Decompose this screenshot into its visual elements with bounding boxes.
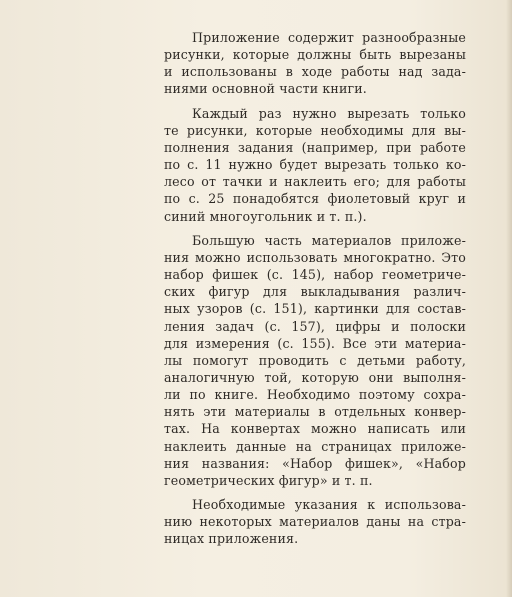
paragraph-2 (164, 105, 466, 225)
text-line: ния можно использовать многократно. Это (164, 249, 466, 265)
text-line: аналогичную той, которую они выполня- (164, 369, 466, 385)
text-line: лесо от тачки и наклеить его; для работы (164, 174, 466, 190)
page-edge-shadow (506, 0, 512, 597)
text-line: Приложение содержит разнообразные (192, 30, 466, 45)
text-line: ниями основной части книги. (164, 81, 367, 97)
text-line: полнения задания (например, при работе (164, 139, 466, 155)
text-line: для измерения (с. 155). Все эти материа- (164, 335, 466, 351)
text-line: тах. На конвертах можно написать или (164, 421, 466, 437)
text-line: лы помогут проводить с детьми работу, (164, 352, 466, 368)
text-line: геометрических фигур» и т. п. (164, 472, 373, 488)
text-line: ницах приложения. (164, 531, 299, 547)
text-line: по с. 25 понадобятся фиолетовый круг и (164, 191, 466, 207)
text-line: нять эти материалы в отдельных конвер- (164, 404, 466, 420)
text-line: ния названия: «Набор фишек», «Набор (164, 455, 466, 471)
paragraph-4 (164, 496, 466, 547)
text-line: те рисунки, которые необходимы для вы- (164, 122, 466, 138)
text-line: Необходимые указания к использова- (192, 497, 466, 513)
text-line: наклеить данные на страницах приложе- (164, 438, 466, 454)
text-line: и использованы в ходе работы над зада- (164, 64, 466, 80)
text-line: набор фишек (с. 145), набор геометриче- (164, 267, 466, 283)
text-line: ли по книге. Необходимо поэтому сохра- (164, 387, 466, 403)
text-line: синий многоугольник и т. п.). (164, 208, 367, 224)
paragraph-1 (164, 29, 466, 98)
paragraph-3 (164, 232, 466, 489)
text-line: Большую часть материалов приложе- (192, 232, 466, 248)
text-line: по с. 11 нужно будет вырезать только ко- (164, 157, 466, 173)
text-body (164, 29, 466, 555)
text-line: нию некоторых материалов даны на стра- (164, 514, 466, 530)
text-line: ских фигур для выкладывания различ- (164, 284, 466, 300)
text-line: рисунки, которые должны быть вырезаны (164, 47, 466, 63)
text-line: Каждый раз нужно вырезать только (192, 105, 466, 121)
text-line: ления задач (с. 157), цифры и полоски (164, 318, 466, 334)
text-line: ных узоров (с. 151), картинки для состав- (164, 301, 466, 317)
